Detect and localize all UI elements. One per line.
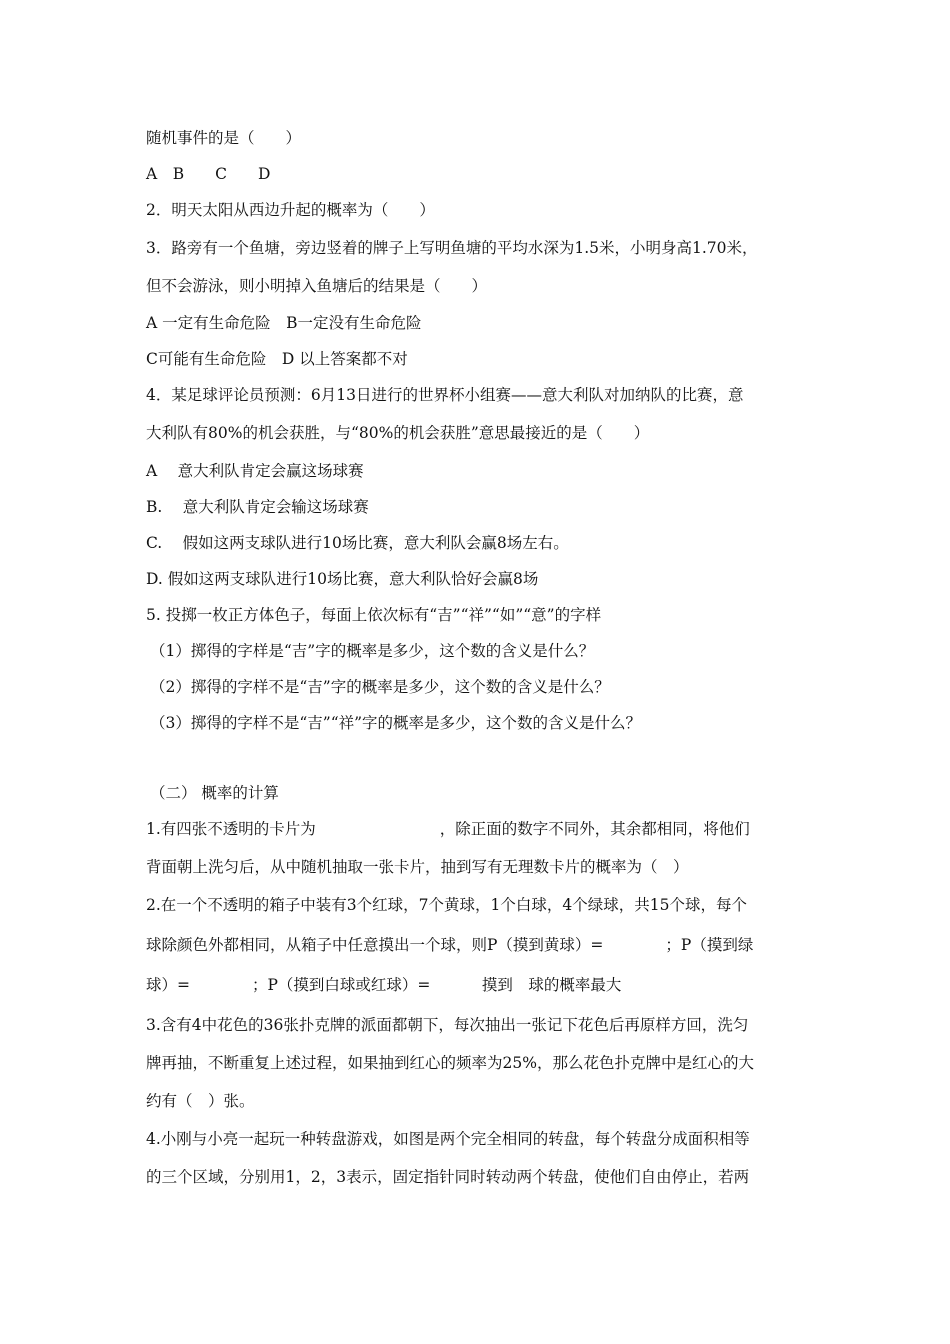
calc-question-4-line-2: 的三个区域，分别用1，2，3表示，固定指针同时转动两个转盘，使他们自由停止，若两 bbox=[146, 1168, 750, 1186]
calc-question-2-line-3: 球）= ；P（摸到白球或红球）= 摸到 球的概率最大 bbox=[146, 976, 622, 994]
text-line: 随机事件的是（ ） bbox=[146, 129, 302, 147]
question-3-line-1: 3．路旁有一个鱼塘，旁边竖着的牌子上写明鱼塘的平均水深为1.5米，小明身高1.70米， bbox=[146, 239, 758, 257]
question-5-part-1: （1）掷得的字样是“吉”字的概率是多少，这个数的含义是什么？ bbox=[150, 642, 595, 660]
question-5: 5. 投掷一枚正方体色子，每面上依次标有“吉”“祥”“如”“意”的字样 bbox=[146, 606, 602, 624]
question-2: 2．明天太阳从西边升起的概率为（ ） bbox=[146, 201, 435, 219]
calc-question-3-line-2: 牌再抽，不断重复上述过程，如果抽到红心的频率为25%，那么花色扑克牌中是红心的大 bbox=[146, 1054, 754, 1072]
question-3-line-2: 但不会游泳，则小明掉入鱼塘后的结果是（ ） bbox=[146, 277, 488, 295]
calc-question-3-line-1: 3.含有4中花色的36张扑克牌的派面都朝下，每次抽出一张记下花色后再原样方回，洗匀 bbox=[146, 1016, 749, 1034]
option-b: B. 意大利队肯定会输这场球赛 bbox=[146, 498, 369, 516]
option-line-cd: C可能有生命危险 D 以上答案都不对 bbox=[146, 350, 408, 368]
calc-question-3-line-3: 约有（ ）张。 bbox=[146, 1092, 255, 1110]
calc-question-1-line-1: 1.有四张不透明的卡片为 ，除正面的数字不同外，其余都相同，将他们 bbox=[146, 820, 750, 838]
question-5-part-2: （2）掷得的字样不是“吉”字的概率是多少，这个数的含义是什么？ bbox=[150, 678, 610, 696]
option-a: A 意大利队肯定会赢这场球赛 bbox=[146, 462, 364, 480]
calc-question-2-line-2: 球除颜色外都相同，从箱子中任意摸出一个球，则P（摸到黄球）= ；P（摸到绿 bbox=[146, 936, 754, 954]
calc-question-2-line-1: 2.在一个不透明的箱子中装有3个红球，7个黄球，1个白球，4个绿球，共15个球，每个 bbox=[146, 896, 747, 914]
option-c: C. 假如这两支球队进行10场比赛，意大利队会赢8场左右。 bbox=[146, 534, 569, 552]
option-line-ab: A 一定有生命危险 B一定没有生命危险 bbox=[146, 314, 422, 332]
option-d: D. 假如这两支球队进行10场比赛，意大利队恰好会赢8场 bbox=[146, 570, 539, 588]
calc-question-1-line-2: 背面朝上洗匀后，从中随机抽取一张卡片，抽到写有无理数卡片的概率为（ ） bbox=[146, 858, 689, 876]
question-5-part-3: （3）掷得的字样不是“吉”“祥”字的概率是多少，这个数的含义是什么？ bbox=[150, 714, 642, 732]
question-4-line-1: 4．某足球评论员预测：6月13日进行的世界杯小组赛——意大利队对加纳队的比赛，意 bbox=[146, 386, 744, 404]
calc-question-4-line-1: 4.小刚与小亮一起玩一种转盘游戏，如图是两个完全相同的转盘，每个转盘分成面积相等 bbox=[146, 1130, 750, 1148]
section-heading: （二） 概率的计算 bbox=[150, 784, 279, 802]
question-4-line-2: 大利队有80%的机会获胜，与“80%的机会获胜”意思最接近的是（ ） bbox=[146, 424, 650, 442]
answer-options-line: A B C D bbox=[146, 165, 271, 183]
